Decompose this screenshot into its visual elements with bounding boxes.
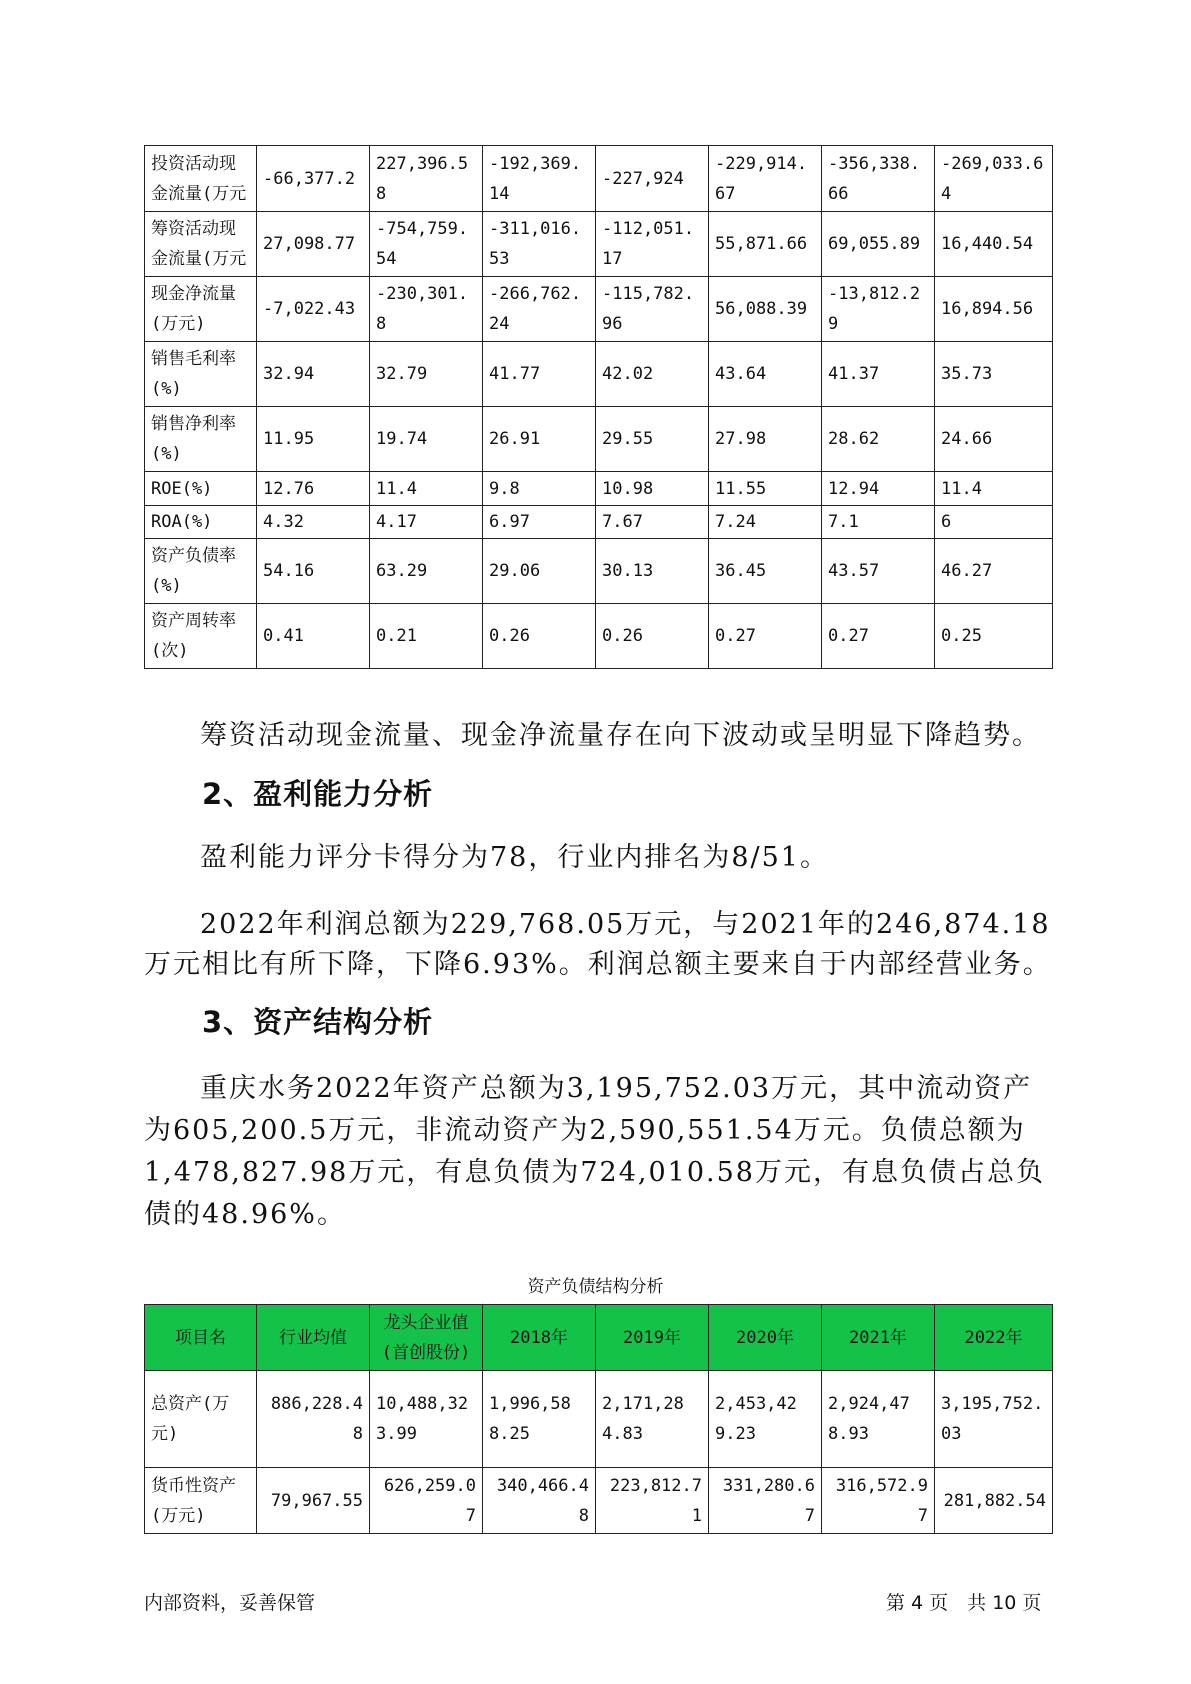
row-label: 投资活动现金流量(万元 (145, 146, 257, 212)
table-cell: 11.4 (935, 472, 1053, 506)
column-header: 2021年 (822, 1305, 935, 1371)
table-cell: 41.77 (483, 342, 596, 407)
row-label: ROE(%) (145, 472, 257, 506)
row-label: 总资产(万元) (145, 1371, 257, 1468)
table-cell: 1,996,588.25 (483, 1371, 596, 1468)
column-header: 2019年 (596, 1305, 709, 1371)
table-cell: 331,280.67 (709, 1468, 822, 1534)
table-cell: -230,301.8 (370, 277, 483, 342)
row-label: 销售净利率(%) (145, 407, 257, 472)
table-header-row (145, 1305, 1053, 1371)
table-cell: 35.73 (935, 342, 1053, 407)
table-cell: 27.98 (709, 407, 822, 472)
table-cell: 6 (935, 506, 1053, 539)
table-row (145, 277, 1053, 342)
table-cell: 223,812.71 (596, 1468, 709, 1534)
table-cell: -269,033.64 (935, 146, 1053, 212)
table-cell: 0.27 (822, 604, 935, 669)
financial-indicator-table (144, 145, 1053, 669)
table-cell: -311,016.53 (483, 212, 596, 277)
row-label: 筹资活动现金流量(万元 (145, 212, 257, 277)
column-header: 2022年 (935, 1305, 1053, 1371)
footer-confidential-note: 内部资料，妥善保管 (144, 1592, 316, 1614)
column-header: 龙头企业值(首创股份) (370, 1305, 483, 1371)
table-cell: -227,924 (596, 146, 709, 212)
table-cell: 3,195,752.03 (935, 1371, 1053, 1468)
table-cell: 69,055.89 (822, 212, 935, 277)
row-label: ROA(%) (145, 506, 257, 539)
table-cell: 26.91 (483, 407, 596, 472)
table-cell: 7.1 (822, 506, 935, 539)
table-cell: 7.67 (596, 506, 709, 539)
table-cell: -266,762.24 (483, 277, 596, 342)
table-cell: 4.17 (370, 506, 483, 539)
table-cell: -13,812.29 (822, 277, 935, 342)
row-label: 资产周转率(次) (145, 604, 257, 669)
table-cell: 55,871.66 (709, 212, 822, 277)
table-row (145, 342, 1053, 407)
section-heading-profitability: 2、盈利能力分析 (202, 777, 434, 811)
table-cell: 2,453,429.23 (709, 1371, 822, 1468)
table-cell: -112,051.17 (596, 212, 709, 277)
table-cell: 29.55 (596, 407, 709, 472)
table-cell: 24.66 (935, 407, 1053, 472)
profit-score-paragraph: 盈利能力评分卡得分为78，行业内排名为8/51。 (200, 842, 829, 873)
table-cell: -356,338.66 (822, 146, 935, 212)
table-cell: 63.29 (370, 539, 483, 604)
table-cell: 41.37 (822, 342, 935, 407)
table-cell: 6.97 (483, 506, 596, 539)
table-row (145, 506, 1053, 539)
cashflow-note: 筹资活动现金流量、现金净流量存在向下波动或呈明显下降趋势。 (200, 720, 1041, 751)
table-cell: 43.57 (822, 539, 935, 604)
table-cell: 0.26 (483, 604, 596, 669)
table-cell: 0.41 (257, 604, 370, 669)
table-cell: -192,369.14 (483, 146, 596, 212)
table-cell: 340,466.48 (483, 1468, 596, 1534)
table-cell: 11.55 (709, 472, 822, 506)
table-cell: 4.32 (257, 506, 370, 539)
row-label: 销售毛利率(%) (145, 342, 257, 407)
table-cell: 281,882.54 (935, 1468, 1053, 1534)
table-row (145, 539, 1053, 604)
row-label: 资产负债率(%) (145, 539, 257, 604)
table-row (145, 1371, 1053, 1468)
table-cell: 29.06 (483, 539, 596, 604)
row-label: 货币性资产(万元) (145, 1468, 257, 1534)
table-cell: -7,022.43 (257, 277, 370, 342)
table-cell: 16,440.54 (935, 212, 1053, 277)
table-cell: 56,088.39 (709, 277, 822, 342)
table-cell: 0.26 (596, 604, 709, 669)
table-cell: 0.25 (935, 604, 1053, 669)
table-cell: 46.27 (935, 539, 1053, 604)
table-cell: 11.4 (370, 472, 483, 506)
table-cell: 43.64 (709, 342, 822, 407)
table-cell: 10.98 (596, 472, 709, 506)
asset-detail-paragraph: 重庆水务2022年资产总额为3,195,752.03万元，其中流动资产为605,200.5万元，非流动资产为2,590,551.54万元。负债总额为1,478,827.98万元，有息负债为724,010.58万元，有息负债占总负债的48.96%。 (144, 1073, 1045, 1230)
table-cell: 2,924,478.93 (822, 1371, 935, 1468)
page-number: 第 4 页 共 10 页 (886, 1592, 1042, 1614)
profit-detail-paragraph: 2022年利润总额为229,768.05万元，与2021年的246,874.18万元相比有所下降，下降6.93%。利润总额主要来自于内部经营业务。 (144, 909, 1052, 980)
column-header: 行业均值 (257, 1305, 370, 1371)
table-row (145, 1468, 1053, 1534)
column-header: 项目名 (145, 1305, 257, 1371)
table-cell: 79,967.55 (257, 1468, 370, 1534)
table-cell: 27,098.77 (257, 212, 370, 277)
asset-liability-structure-table (144, 1304, 1053, 1534)
table-cell: 12.76 (257, 472, 370, 506)
table-cell: 227,396.58 (370, 146, 483, 212)
table-cell: 886,228.48 (257, 1371, 370, 1468)
table-cell: 32.94 (257, 342, 370, 407)
table-row (145, 212, 1053, 277)
table-cell: 54.16 (257, 539, 370, 604)
table-cell: 19.74 (370, 407, 483, 472)
table-cell: 30.13 (596, 539, 709, 604)
table-cell: 10,488,323.99 (370, 1371, 483, 1468)
table-row (145, 472, 1053, 506)
table-caption: 资产负债结构分析 (527, 1277, 664, 1297)
table-cell: -66,377.2 (257, 146, 370, 212)
table-cell: 16,894.56 (935, 277, 1053, 342)
column-header: 2018年 (483, 1305, 596, 1371)
table-row (145, 604, 1053, 669)
table-cell: 2,171,284.83 (596, 1371, 709, 1468)
table-cell: 36.45 (709, 539, 822, 604)
row-label: 现金净流量(万元) (145, 277, 257, 342)
table-cell: 9.8 (483, 472, 596, 506)
table-cell: 316,572.97 (822, 1468, 935, 1534)
table-cell: 0.21 (370, 604, 483, 669)
table-cell: 12.94 (822, 472, 935, 506)
table-cell: 32.79 (370, 342, 483, 407)
table-cell: 42.02 (596, 342, 709, 407)
table-cell: -229,914.67 (709, 146, 822, 212)
column-header: 2020年 (709, 1305, 822, 1371)
table-cell: 28.62 (822, 407, 935, 472)
table-row (145, 407, 1053, 472)
table-cell: 0.27 (709, 604, 822, 669)
table-cell: 11.95 (257, 407, 370, 472)
section-heading-asset-structure: 3、资产结构分析 (202, 1005, 434, 1039)
table-cell: -754,759.54 (370, 212, 483, 277)
table-row (145, 146, 1053, 212)
table-cell: 7.24 (709, 506, 822, 539)
table-cell: -115,782.96 (596, 277, 709, 342)
table-cell: 626,259.07 (370, 1468, 483, 1534)
